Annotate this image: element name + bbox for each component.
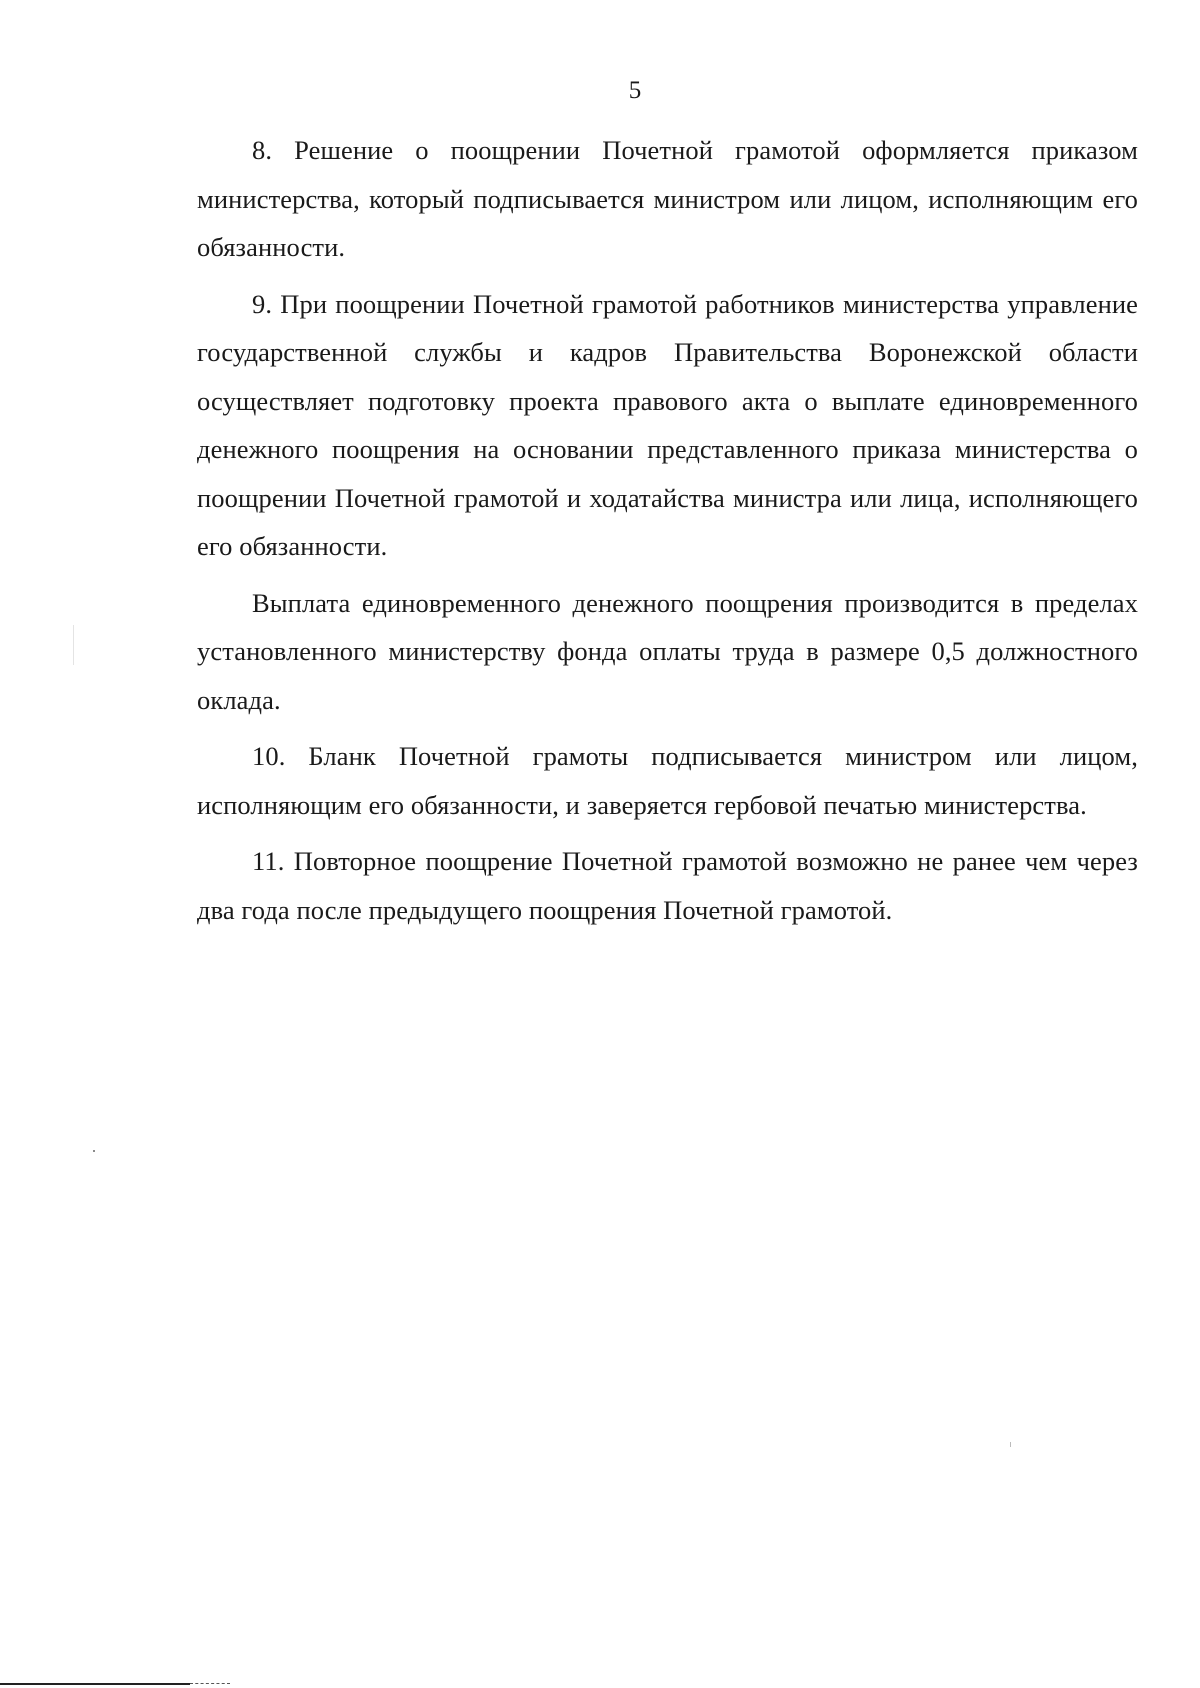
footer-rule [0,1683,190,1685]
paragraph-10: 10. Бланк Почетной грамоты подписывается министром или лицом, исполняющим его обязанности, и заверяется гербовой печатью министерства. [197,741,1138,820]
footer-rule-tail [190,1683,230,1685]
document-body [197,126,1138,942]
scan-mark [1010,1442,1011,1447]
paragraph-8: 8. Решение о поощрении Почетной грамотой оформляется приказом министерства, который подписывается министром или лицом, исполняющим его обязанности. [197,135,1138,262]
paragraph-11: 11. Повторное поощрение Почетной грамотой возможно не ранее чем через два года после предыдущего поощрения Почетной грамотой. [197,846,1138,925]
paragraph-9: 9. При поощрении Почетной грамотой работников министерства управление государственной службы и кадров Правительства Воронежской области осуществляет подготовку проекта правового акта о выплате единовременного денежного поощрения на основании представленного приказа министерства о поощрении Почетной грамотой и ходатайства министра или лица, исполняющего его обязанности. [197,288,1138,561]
scan-speck [93,1150,95,1152]
scan-mark [73,625,74,665]
paragraph-payment: Выплата единовременного денежного поощрения производится в пределах установленного министерству фонда оплаты труда в размере 0,5 должностного оклада. [197,587,1138,715]
page-number: 5 [628,77,642,104]
